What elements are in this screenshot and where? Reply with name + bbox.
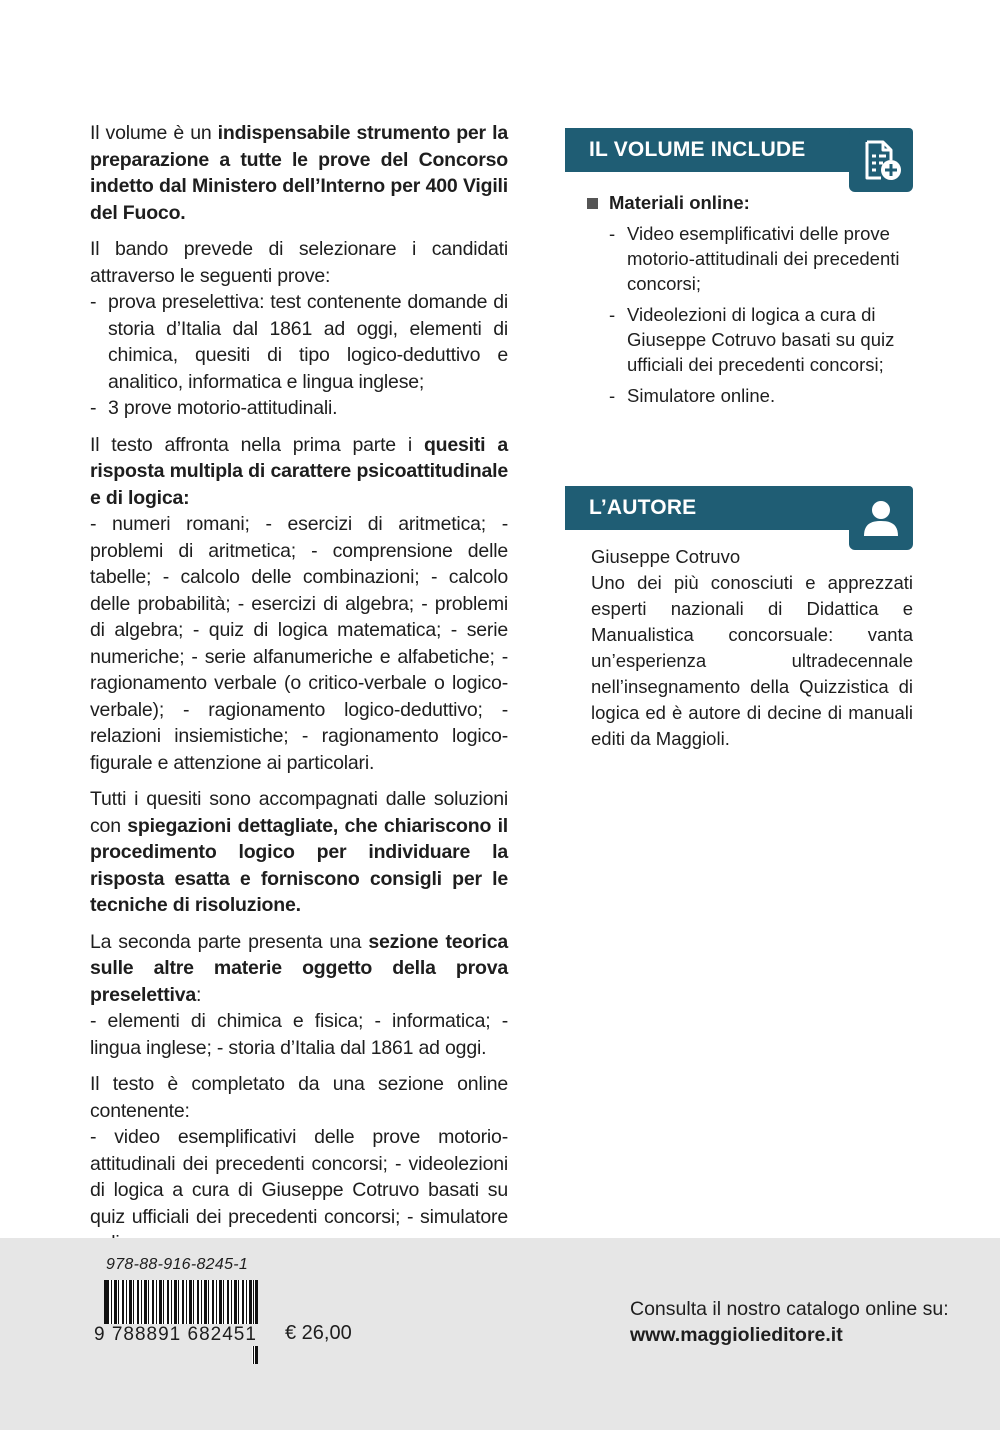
quesiti-bold-text: spiegazioni dettagliate, che chiariscono il procedimento logico per individuare la risposta esatta e forniscono consigli per le tecniche di risoluzione. [90, 814, 508, 916]
parte1-text: Il testo affronta nella prima parte i [90, 433, 424, 456]
person-icon [849, 486, 913, 550]
intro-paragraph [90, 120, 508, 226]
document-plus-icon [849, 128, 913, 192]
online-topics: - video esemplificativi delle prove motorio-attitudinali dei precedenti concorsi; - videolezioni di logica a cura di Giuseppe Cotruvo basati su quiz ufficiali dei precedenti concorsi; - simulatore [90, 1126, 508, 1228]
list-item: - prova preselettiva: test contenente domande di storia d’Italia dal 1861 ad oggi, elementi di chimica, quesiti di tipo logico-deduttivo e analitico, informatica e lingua inglese; [90, 289, 508, 395]
isbn: 978-88-916-8245-1 [106, 1256, 249, 1273]
online-intro: Il testo è completato da una sezione online contenente: [90, 1073, 508, 1122]
list-item: - Simulatore online. [609, 383, 913, 408]
author-box-body [565, 530, 913, 752]
quesiti-paragraph [90, 786, 508, 919]
include-box [565, 128, 913, 414]
catalog-info [630, 1296, 949, 1348]
parte2-topics: - elementi di chimica e fisica; - informatica; - lingua inglese; - storia d’Italia dal 1861 ad oggi. [90, 1010, 508, 1059]
catalog-url[interactable]: www.maggiolieditore.it [630, 1324, 843, 1346]
list-item: - Video esemplificativi delle prove motorio-attitudinali dei precedenti concorsi; [609, 221, 913, 296]
quesiti-text: Tutti i quesiti sono accompagnati dalle soluzioni con [90, 788, 508, 837]
parte2-paragraph [90, 929, 508, 1009]
parte1-paragraph [90, 432, 508, 512]
author-name: Giuseppe Cotruvo [591, 546, 741, 567]
author-box [565, 486, 913, 752]
author-bio: Uno dei più conosciuti e apprezzati esperti nazionali di Didattica e Manualistica concorsuale: vanta un’esperienza ultradecennale nell’insegnamento della Quizzistica di logica ed è autore di decine di manuali editi da Maggioli. [591, 572, 913, 749]
intro-text: Il volume è un [90, 122, 218, 144]
parte2-bold-text: sezione teorica sulle altre materie oggetto della prova preselettiva [90, 930, 509, 1006]
parte1-topics: - numeri romani; - esercizi di aritmetica; - problemi di aritmetica; - comprensione delle tabelle; - calcolo delle combinazioni; - calcolo delle probabilità; - esercizi di algebra; - problemi di algebra; - quiz di logica matematica; - serie numeriche; - serie alfanumeriche e alfabetiche; - ragionamento verbale (o critico-verbale o logico-verbale); - ragionamento logico-deduttivo; - relazioni insiemistiche; - ragionamento logico-figurale e attenzione ai particolari. [90, 513, 508, 774]
prove-list [90, 289, 508, 422]
catalog-text: Consulta il nostro catalogo online su: [630, 1298, 949, 1320]
include-box-header [565, 128, 913, 172]
description-column [90, 120, 508, 1267]
parte2-text: La seconda parte presenta una [90, 930, 369, 953]
parte1-bold-text: quesiti a risposta multipla di carattere psicoattitudinale e di logica: [90, 433, 508, 509]
intro-bold-text: indispensabile strumento per la preparazione a tutte le prove del Concorso indetto dal Ministero dell’Interno per 400 Vigili del Fuoco. [90, 122, 508, 224]
list-item: - Videolezioni di logica a cura di Giuseppe Cotruvo basati su quiz ufficiali dei precedenti concorsi; [609, 302, 913, 377]
footer [0, 1238, 1000, 1430]
author-box-title: L’AUTORE [589, 496, 697, 519]
include-list [585, 221, 913, 408]
bando-paragraph: Il bando prevede di selezionare i candidati attraverso le seguenti prove: [90, 238, 508, 287]
parte2-colon: : [196, 983, 202, 1006]
price: € 26,00 [285, 1322, 352, 1344]
list-item: - 3 prove motorio-attitudinali. [90, 395, 508, 422]
include-box-title: IL VOLUME INCLUDE [589, 138, 806, 161]
barcode-digits: 9 788891 682451 [94, 1324, 257, 1345]
include-heading: Materiali online: [585, 190, 913, 215]
author-box-header [565, 486, 913, 530]
include-box-body [565, 172, 913, 408]
